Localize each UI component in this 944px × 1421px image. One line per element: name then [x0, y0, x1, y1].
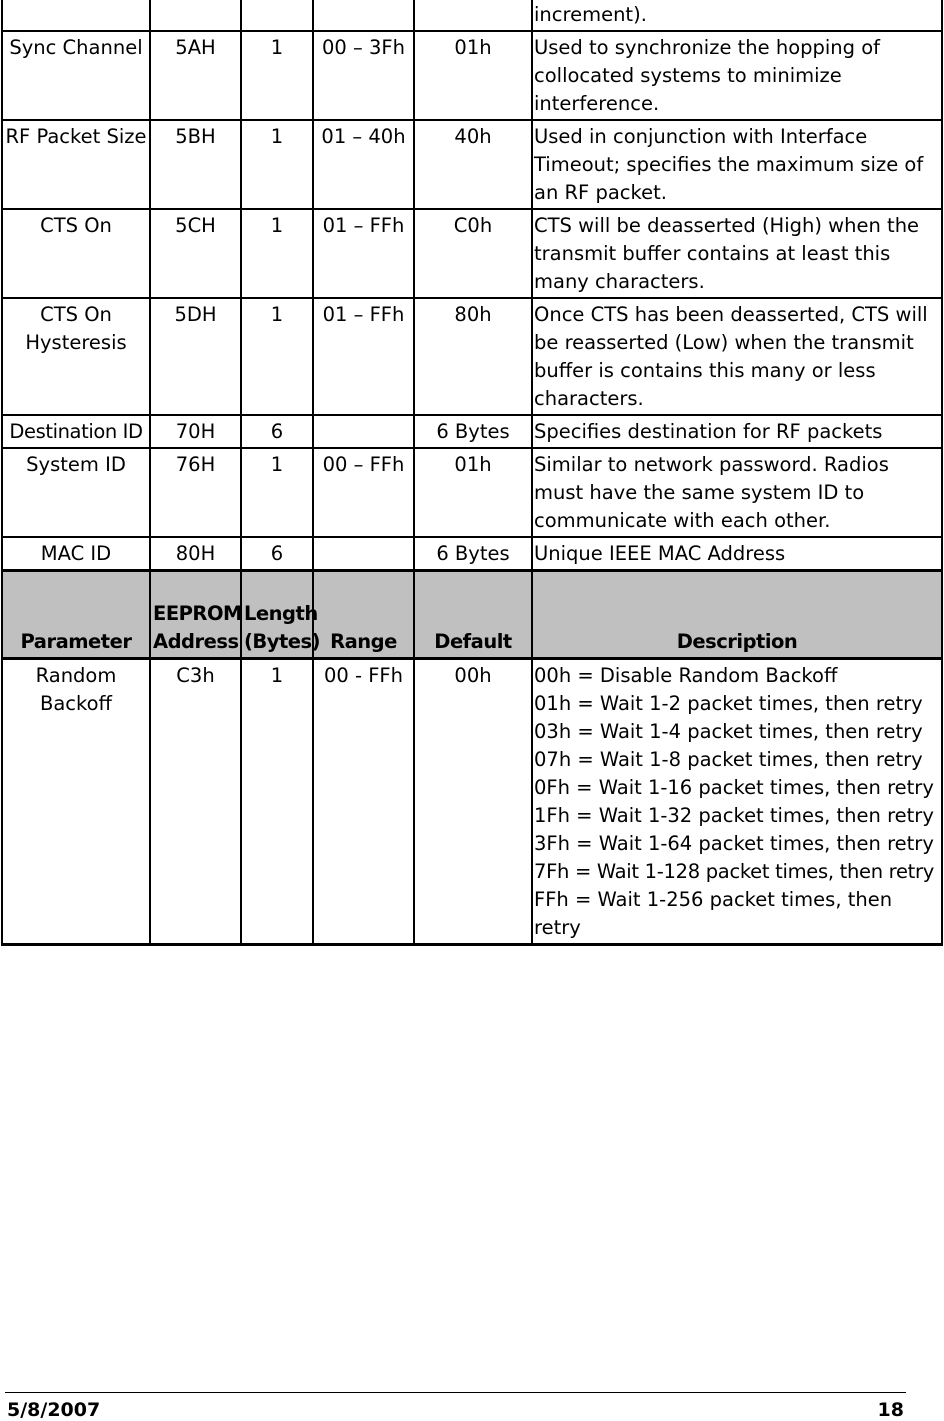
description-cell	[532, 659, 942, 945]
range-cell: 00 - FFh	[313, 659, 414, 945]
length-cell: 1	[241, 31, 313, 120]
parameter-cell: RF Packet Size	[2, 120, 150, 209]
length-cell: 6	[241, 537, 313, 571]
table-row	[2, 537, 942, 571]
footer-date: 5/8/2007	[7, 1399, 101, 1421]
description-cell: increment).	[532, 0, 942, 31]
table-row	[2, 298, 942, 415]
table-row	[2, 448, 942, 537]
default-cell: 01h	[414, 31, 532, 120]
page-number: 18	[877, 1399, 904, 1421]
table-row	[2, 209, 942, 298]
parameter-cell: CTS On	[2, 209, 150, 298]
address-cell: 5CH	[150, 209, 241, 298]
table-row-random-backoff	[2, 659, 942, 945]
backoff-option: 0Fh = Wait 1-16 packet times, then retry	[534, 776, 934, 799]
description-cell: Used to synchronize the hopping of collocated systems to minimize interference.	[532, 31, 942, 120]
description-cell: Used in conjunction with Interface Timeout; specifies the maximum size of an RF packet.	[532, 120, 942, 209]
description-cell: Specifies destination for RF packets	[532, 415, 942, 448]
page-footer	[5, 1392, 906, 1421]
length-cell: 1	[241, 298, 313, 415]
table-row	[2, 120, 942, 209]
backoff-option: 00h = Disable Random Backoff	[534, 664, 838, 687]
default-cell: 01h	[414, 448, 532, 537]
table-row	[2, 31, 942, 120]
range-cell: 01 – FFh	[313, 298, 414, 415]
address-cell: 5DH	[150, 298, 241, 415]
backoff-option: 1Fh = Wait 1-32 packet times, then retry	[534, 804, 934, 827]
header-description: Description	[532, 571, 942, 659]
backoff-option: 01h = Wait 1-2 packet times, then retry	[534, 692, 923, 715]
default-cell: 40h	[414, 120, 532, 209]
header-length: Length (Bytes)	[241, 571, 313, 659]
range-cell: 01 – 40h	[313, 120, 414, 209]
backoff-option: FFh = Wait 1-256 packet times, then retry	[534, 888, 893, 939]
default-cell: C0h	[414, 209, 532, 298]
header-address: EEPROM Address	[150, 571, 241, 659]
eeprom-parameter-table	[1, 0, 943, 946]
description-cell: Unique IEEE MAC Address	[532, 537, 942, 571]
parameter-cell: Sync Channel	[2, 31, 150, 120]
parameter-cell: Destination ID	[2, 415, 150, 448]
parameter-cell	[2, 0, 150, 31]
backoff-option: 3Fh = Wait 1-64 packet times, then retry	[534, 832, 934, 855]
table-row	[2, 415, 942, 448]
header-parameter: Parameter	[2, 571, 150, 659]
length-cell: 1	[241, 209, 313, 298]
address-cell: 5AH	[150, 31, 241, 120]
length-cell: 6	[241, 415, 313, 448]
address-cell: 70H	[150, 415, 241, 448]
description-cell: Similar to network password. Radios must have the same system ID to communicate with each other.	[532, 448, 942, 537]
range-cell	[313, 0, 414, 31]
default-cell: 00h	[414, 659, 532, 945]
length-cell: 1	[241, 448, 313, 537]
parameter-cell: CTS On Hysteresis	[2, 298, 150, 415]
range-cell: 00 – 3Fh	[313, 31, 414, 120]
default-cell: 6 Bytes	[414, 537, 532, 571]
description-cell: Once CTS has been deasserted, CTS will be reasserted (Low) when the transmit buffer is contains this many or less characters.	[532, 298, 942, 415]
range-cell	[313, 415, 414, 448]
backoff-option: 7Fh = Wait 1-128 packet times, then retry	[534, 860, 934, 883]
table-header-row	[2, 571, 942, 659]
address-cell	[150, 0, 241, 31]
length-cell: 1	[241, 120, 313, 209]
default-cell	[414, 0, 532, 31]
address-cell: 5BH	[150, 120, 241, 209]
backoff-option: 07h = Wait 1-8 packet times, then retry	[534, 748, 923, 771]
header-range: Range	[313, 571, 414, 659]
address-cell: 80H	[150, 537, 241, 571]
range-cell	[313, 537, 414, 571]
default-cell: 80h	[414, 298, 532, 415]
address-cell: C3h	[150, 659, 241, 945]
length-cell: 1	[241, 659, 313, 945]
header-default: Default	[414, 571, 532, 659]
range-cell: 01 – FFh	[313, 209, 414, 298]
description-cell: CTS will be deasserted (High) when the transmit buffer contains at least this many characters.	[532, 209, 942, 298]
parameter-cell: System ID	[2, 448, 150, 537]
range-cell: 00 – FFh	[313, 448, 414, 537]
default-cell: 6 Bytes	[414, 415, 532, 448]
parameter-cell: MAC ID	[2, 537, 150, 571]
address-cell: 76H	[150, 448, 241, 537]
table-row	[2, 0, 942, 31]
backoff-option: 03h = Wait 1-4 packet times, then retry	[534, 720, 923, 743]
length-cell	[241, 0, 313, 31]
parameter-cell: Random Backoff	[2, 659, 150, 945]
